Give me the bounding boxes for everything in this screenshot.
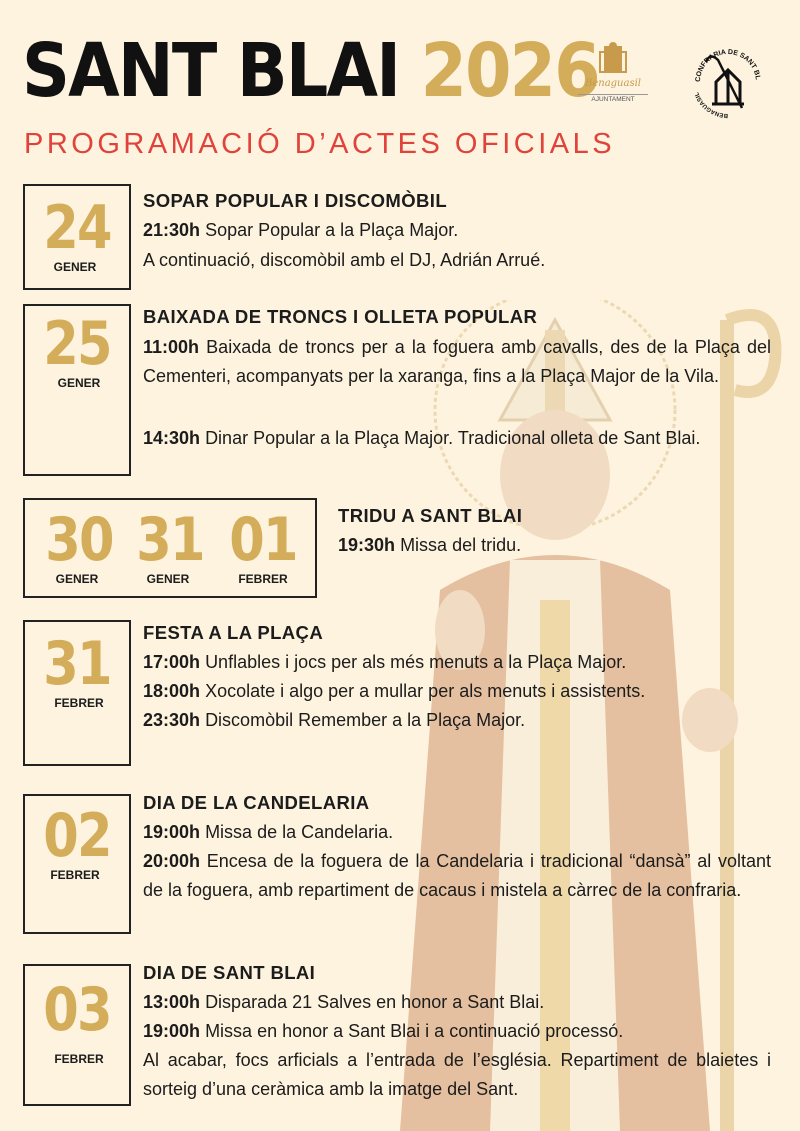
event-paragraph: 14:30h Dinar Popular a la Plaça Major. Tradicional olleta de Sant Blai. [143, 428, 701, 448]
date-day: 25 [43, 309, 111, 379]
confraria-logo [688, 42, 768, 122]
ajuntament-logo [578, 40, 648, 108]
event-title: DIA DE SANT BLAI [143, 962, 316, 983]
event-line: 23:30h Discomòbil Remember a la Plaça Major. [143, 710, 526, 730]
date-box-25-gener [23, 304, 131, 476]
title-main: SANT BLAI [22, 28, 400, 114]
event-line: 13:00h Disparada 21 Salves en honor a Sant Blai. [143, 992, 545, 1012]
ajuntament-sub: AJUNTAMENT [578, 94, 648, 103]
date-month: GENER [57, 376, 101, 390]
town-crest-icon [578, 40, 648, 80]
event-paragraph: Al acabar, focs arficials a l’entrada de l’església. Repartiment de blaietes i sorteig d’una ceràmica amb la imatge del Sant. [143, 1050, 771, 1099]
ajuntament-name: Benaguasil [584, 78, 641, 89]
date-month: GENER [55, 572, 99, 586]
event-line: 17:00h Unflables i jocs per als més menuts a la Plaça Major. [143, 652, 627, 672]
page-title [22, 28, 599, 114]
date-box-03-febrer [23, 964, 131, 1106]
date-box-24-gener [23, 184, 131, 290]
date-box-tridu [23, 498, 317, 598]
event-line: 19:00h Missa de la Candelaria. [143, 822, 394, 842]
confraria-logo-text2: BENAGUASIL [694, 91, 729, 119]
date-month: FEBRER [238, 572, 288, 586]
date-day: 24 [43, 193, 111, 263]
date-month: GENER [53, 260, 97, 274]
date-day: 01 [229, 505, 297, 575]
event-title: TRIDU A SANT BLAI [338, 505, 523, 526]
event-line: A continuació, discomòbil amb el DJ, Adrián Arrué. [143, 250, 546, 270]
event-paragraph: 11:00h Baixada de troncs per a la foguera amb cavalls, des de la Plaça del Cementeri, acompanyats per la xaranga, fins a la Plaça Major de la Vila. [143, 337, 771, 386]
event-line: 19:00h Missa en honor a Sant Blai i a continuació processó. [143, 1021, 624, 1041]
event-title: DIA DE LA CANDELARIA [143, 792, 370, 813]
date-month: FEBRER [50, 868, 100, 882]
date-month: GENER [146, 572, 190, 586]
event-line: 18:00h Xocolate i algo per a mullar per als menuts i assistents. [143, 681, 646, 701]
date-month: FEBRER [54, 1052, 104, 1066]
date-day: 31 [136, 505, 204, 575]
event-title: FESTA A LA PLAÇA [143, 622, 324, 643]
date-box-31-febrer [23, 620, 131, 766]
date-day: 02 [43, 801, 111, 871]
event-title: SOPAR POPULAR I DISCOMÒBIL [143, 190, 448, 211]
event-paragraph: 20:00h Encesa de la foguera de la Candelaria i tradicional “dansà” al voltant de la foguera, amb repartiment de cacaus i mistela a càrrec de la confraria. [143, 851, 771, 900]
date-day: 03 [43, 975, 111, 1045]
event-line: 21:30h Sopar Popular a la Plaça Major. [143, 220, 459, 240]
date-day: 31 [43, 629, 111, 699]
title-year: 2026 [420, 28, 599, 114]
date-month: FEBRER [54, 696, 104, 710]
event-line: 19:30h Missa del tridu. [338, 535, 522, 555]
confraria-logo-text: CONFRARIA DE SANT BL [694, 48, 761, 83]
date-box-02-febrer [23, 794, 131, 934]
event-title: BAIXADA DE TRONCS I OLLETA POPULAR [143, 306, 538, 327]
date-day: 30 [45, 505, 113, 575]
page-subtitle: PROGRAMACIÓ D’ACTES OFICIALS [24, 128, 616, 160]
